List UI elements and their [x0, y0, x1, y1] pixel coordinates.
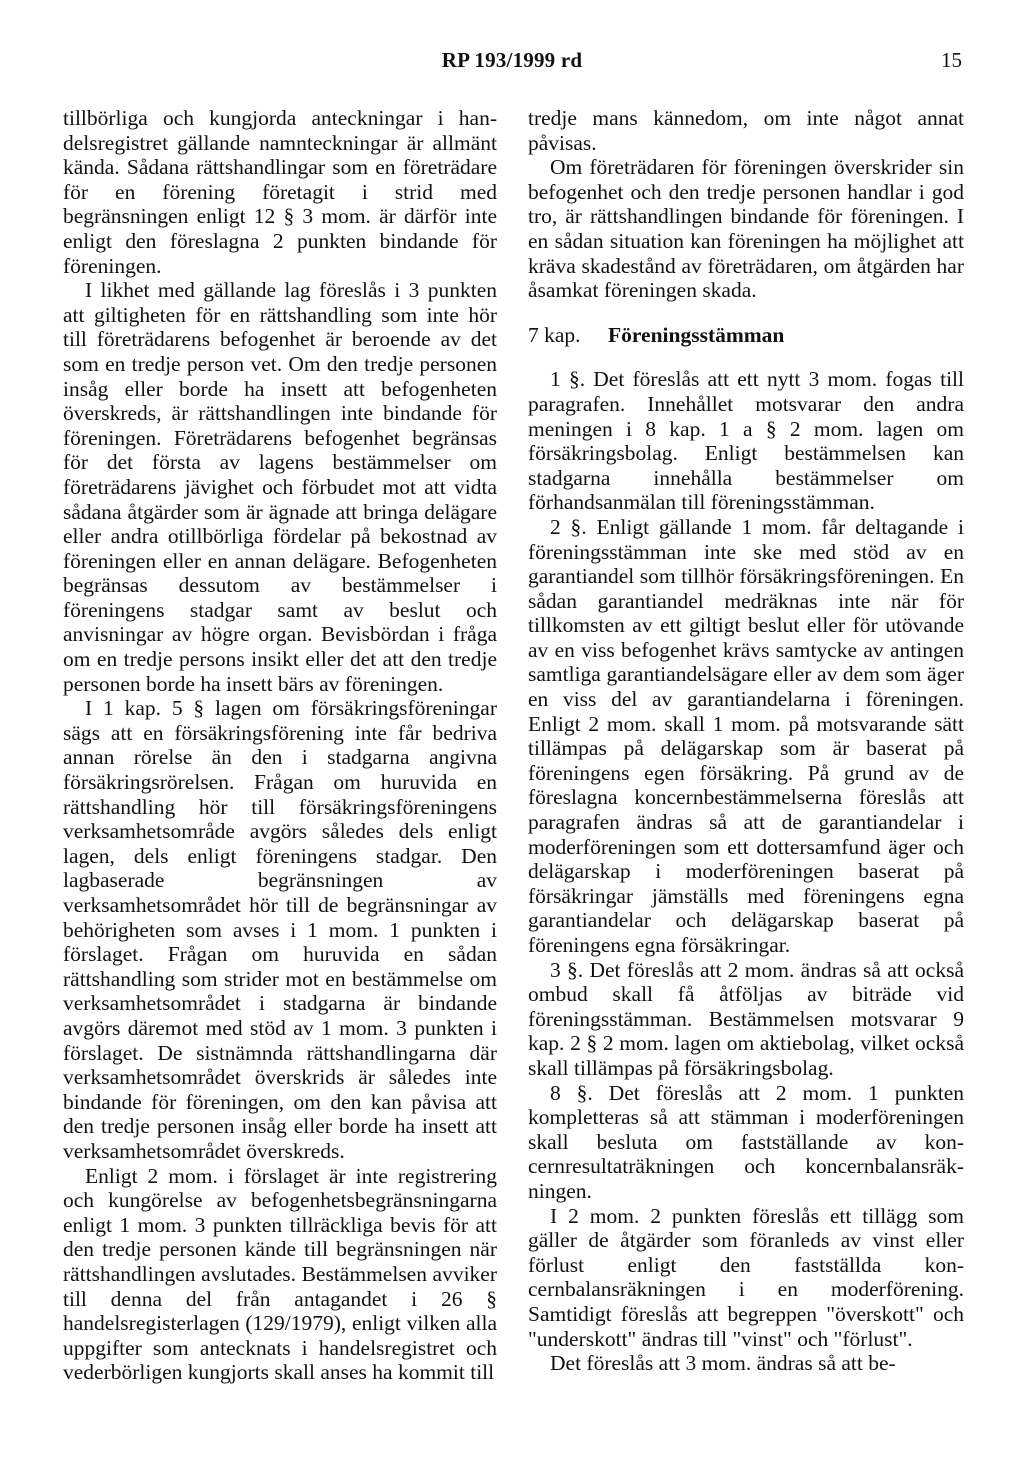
paragraph: 3 §. Det föreslås att 2 mom. ändras så att också ombud skall få åtföljas av biträde vid föreningsstämman. Bestämmelsen motsvarar 9 kap. 2 § 2 mom. lagen om aktiebolag, vilket också skall tillämpas på försäkringsbolag. [528, 957, 964, 1080]
chapter-number: 7 kap. [528, 322, 581, 347]
right-column [528, 106, 964, 1376]
chapter-title: Föreningsstämman [608, 322, 785, 347]
paragraph: 2 §. Enligt gällande 1 mom. får deltagande i föreningsstämman inte ske med stöd av en garantiandel som tillhör försäkringsföreningen. En sådan garantiandel medräknas inte när för tillkomsten av ett giltigt beslut eller för utövande av en viss befogenhet krävs samtycke av antingen samtliga garantiandelsägare eller av dem som äger en viss del av garantiandelarna i föreningen. Enligt 2 mom. skall 1 mom. på motsvarande sätt tillämpas på delägarskap som är baserat på föreningens egen försäkring. På grund av de föreslagna koncernbestämmelserna föreslås att paragrafen ändras så att de garantiandelar i moderföreningen som ett dottersamfund äger och delägarskap i moderföreningen baserat på försäkringar jämställs med föreningens egna garantiandelar och delägarskap baserat på föreningens egna försäkringar. [528, 514, 964, 957]
page-number: 15 [941, 48, 962, 72]
paragraph: I 1 kap. 5 § lagen om försäkringsföreningar sägs att en försäkringsförening inte får bedriva annan rörelse än den i stadgarna angivna försäkringsrörelsen. Frågan om huruvida en rättshandling hör till försäkringsföreningens verksamhetsområde avgörs således dels enligt lagen, dels enligt föreningens stadgar. Den lagbaserade begränsningen av verksamhetsområdet hör till de begränsningar av behörigheten som avses i 1 mom. 1 punkten i förslaget. Frågan om huruvida en sådan rättshandling som strider mot en bestämmelse om verksamhetsområdet i stadgarna är bindande avgörs däremot med stöd av 1 mom. 3 punkten i förslaget. De sistnämnda rättshandlingarna där verksamhetsområdet överskrids är således inte bindande för föreningen, om den kan påvisa att den tredje personen insåg eller borde ha insett att verksamhetsområdet överskreds. [63, 696, 497, 1163]
paragraph: Enligt 2 mom. i förslaget är inte registrering och kungörelse av befogenhetsbegränsningarna enligt 1 mom. 3 punkten tillräckliga bevis för att den tredje personen kände till begränsningen när rättshandlingen avslutades. Bestämmelsen avviker till denna del från antagandet i 26 § handelsregisterlagen (129/1979), enligt vilken alla uppgifter som antecknats i handelsregistret och vederbörligen kungjorts skall anses ha kommit till [63, 1163, 497, 1385]
paragraph: Det föreslås att 3 mom. ändras så att be- [550, 1351, 896, 1376]
paragraph: I 2 mom. 2 punkten föreslås ett tillägg som gäller de åtgärder som föranleds av vinst eller förlust enligt den fastställda koncernbalansräkningen i en moderförening. Samtidigt föreslås att begreppen "överskott" och "underskott" ändras till "vinst" och "förlust". [528, 1203, 964, 1351]
chapter-heading [528, 323, 964, 348]
paragraph: tillbörliga och kungjorda anteckningar i handelsregistret gällande namnteckningar är allmänt kända. Sådana rättshandlingar som en företrädare för en förening företagit i strid med begränsningen enligt 12 § 3 mom. är därför inte enligt den föreslagna 2 punkten bindande för föreningen. [63, 106, 497, 278]
paragraph: 8 §. Det föreslås att 2 mom. 1 punkten kompletteras så att stämman i moderföreningen skall besluta om fastställande av koncernresultaträkningen och koncernbalansräkningen. [528, 1080, 964, 1203]
left-column [63, 106, 497, 1385]
paragraph: Om företrädaren för föreningen överskrider sin befogenhet och den tredje personen handlar i god tro, är rättshandlingen bindande för föreningen. I en sådan situation kan föreningen ha möjlighet att kräva skadestånd av företrädaren, om åtgärden har åsamkat föreningen skada. [528, 155, 964, 303]
paragraph: I likhet med gällande lag föreslås i 3 punkten att giltigheten för en rättshandling som inte hör till företrädarens befogenhet är beroende av det som en tredje person vet. Om den tredje personen insåg eller borde ha insett att befogenheten överskreds, är rättshandlingen inte bindande för föreningen. Företrädarens befogenhet begränsas för det första av lagens bestämmelser om företrädarens jävighet och förbudet mot att vidta sådana åtgärder som är ägnade att bringa delägare eller andra otillbörliga fördelar på bekostnad av föreningen eller en annan delägare. Befogenheten begränsas dessutom av bestämmelser i föreningens stadgar samt av beslut och anvisningar av högre organ. Bevisbördan i fråga om en tredje persons insikt eller det att den tredje personen borde ha insett bärs av föreningen. [63, 278, 497, 696]
document-title: RP 193/1999 rd [441, 48, 583, 72]
paragraph: tredje mans kännedom, om inte något annat påvisas. [528, 106, 964, 155]
paragraph: 1 §. Det föreslås att ett nytt 3 mom. fogas till paragrafen. Innehållet motsvarar den andra meningen i 8 kap. 1 a § 2 mom. lagen om försäkringsbolag. Enligt bestämmelsen kan stadgarna innehålla bestämmelser om förhandsanmälan till föreningsstämman. [528, 367, 964, 515]
page-header [0, 48, 1024, 76]
